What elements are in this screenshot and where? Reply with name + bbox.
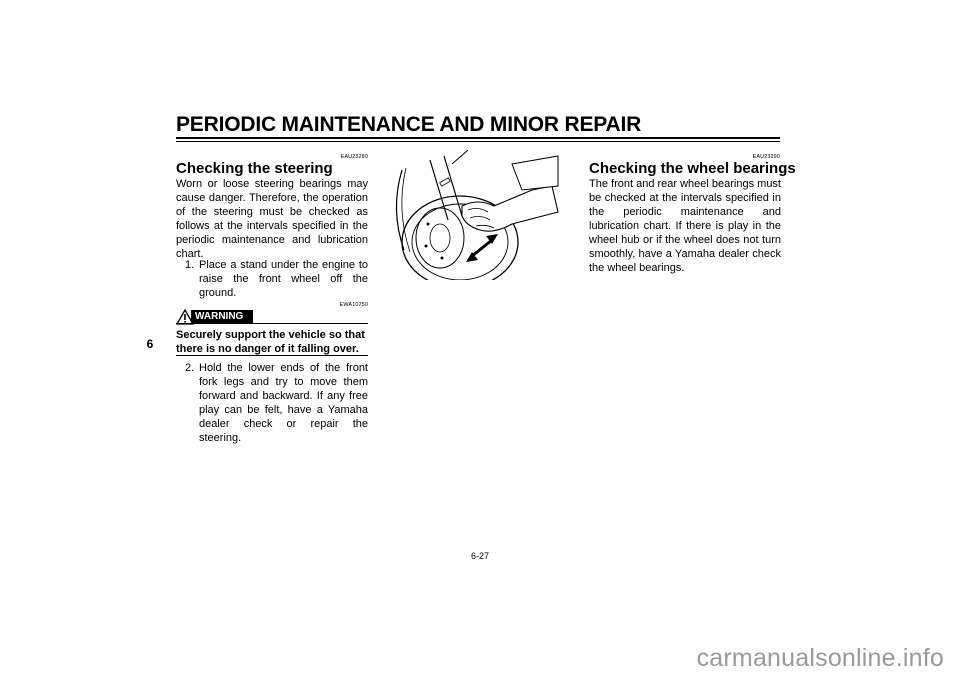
chapter-tab: 6 xyxy=(146,337,154,351)
header-rule-thin xyxy=(176,141,780,142)
step-text: Hold the lower ends of the front fork legs and try to move them forward and backward. If any free play can be felt, have a Yamaha dealer check or repair the steering. xyxy=(199,362,368,444)
warning-code: EWA10750 xyxy=(339,302,368,308)
section-heading-wheel-bearings: Checking the wheel bearings xyxy=(589,160,796,177)
step-text: Place a stand under the engine to raise the front wheel off the ground. xyxy=(199,259,368,299)
step-number: 2. xyxy=(185,362,195,374)
step-number: 1. xyxy=(185,259,195,271)
steering-step-2 xyxy=(185,361,368,445)
page-number: 6-27 xyxy=(470,551,489,561)
warning-bottom-rule xyxy=(176,355,368,356)
section-code: EAU23290 xyxy=(752,154,780,160)
header-rule xyxy=(176,137,780,139)
warning-top-rule xyxy=(176,323,368,324)
page-header-title: PERIODIC MAINTENANCE AND MINOR REPAIR xyxy=(176,113,642,136)
steering-check-illustration xyxy=(382,150,562,280)
warning-label: WARNING xyxy=(191,310,253,324)
section-code: EAU23280 xyxy=(340,154,368,160)
steering-intro: Worn or loose steering bearings may cause danger. Therefore, the operation of the steering must be checked as follows at the intervals specified in the periodic maintenance and lubrication chart. xyxy=(176,178,368,260)
steering-step-1 xyxy=(185,258,368,300)
wheel-bearings-body: The front and rear wheel bearings must be checked at the intervals specified in the periodic maintenance and lubrication chart. If there is play in the wheel hub or if the wheel does not turn smoothly, have a Yamaha dealer check the wheel bearings. xyxy=(589,178,781,274)
watermark: carmanualsonline.info xyxy=(696,644,944,672)
warning-text: Securely support the vehicle so that there is no danger of it falling over. xyxy=(176,329,365,355)
section-heading-steering: Checking the steering xyxy=(176,160,333,177)
